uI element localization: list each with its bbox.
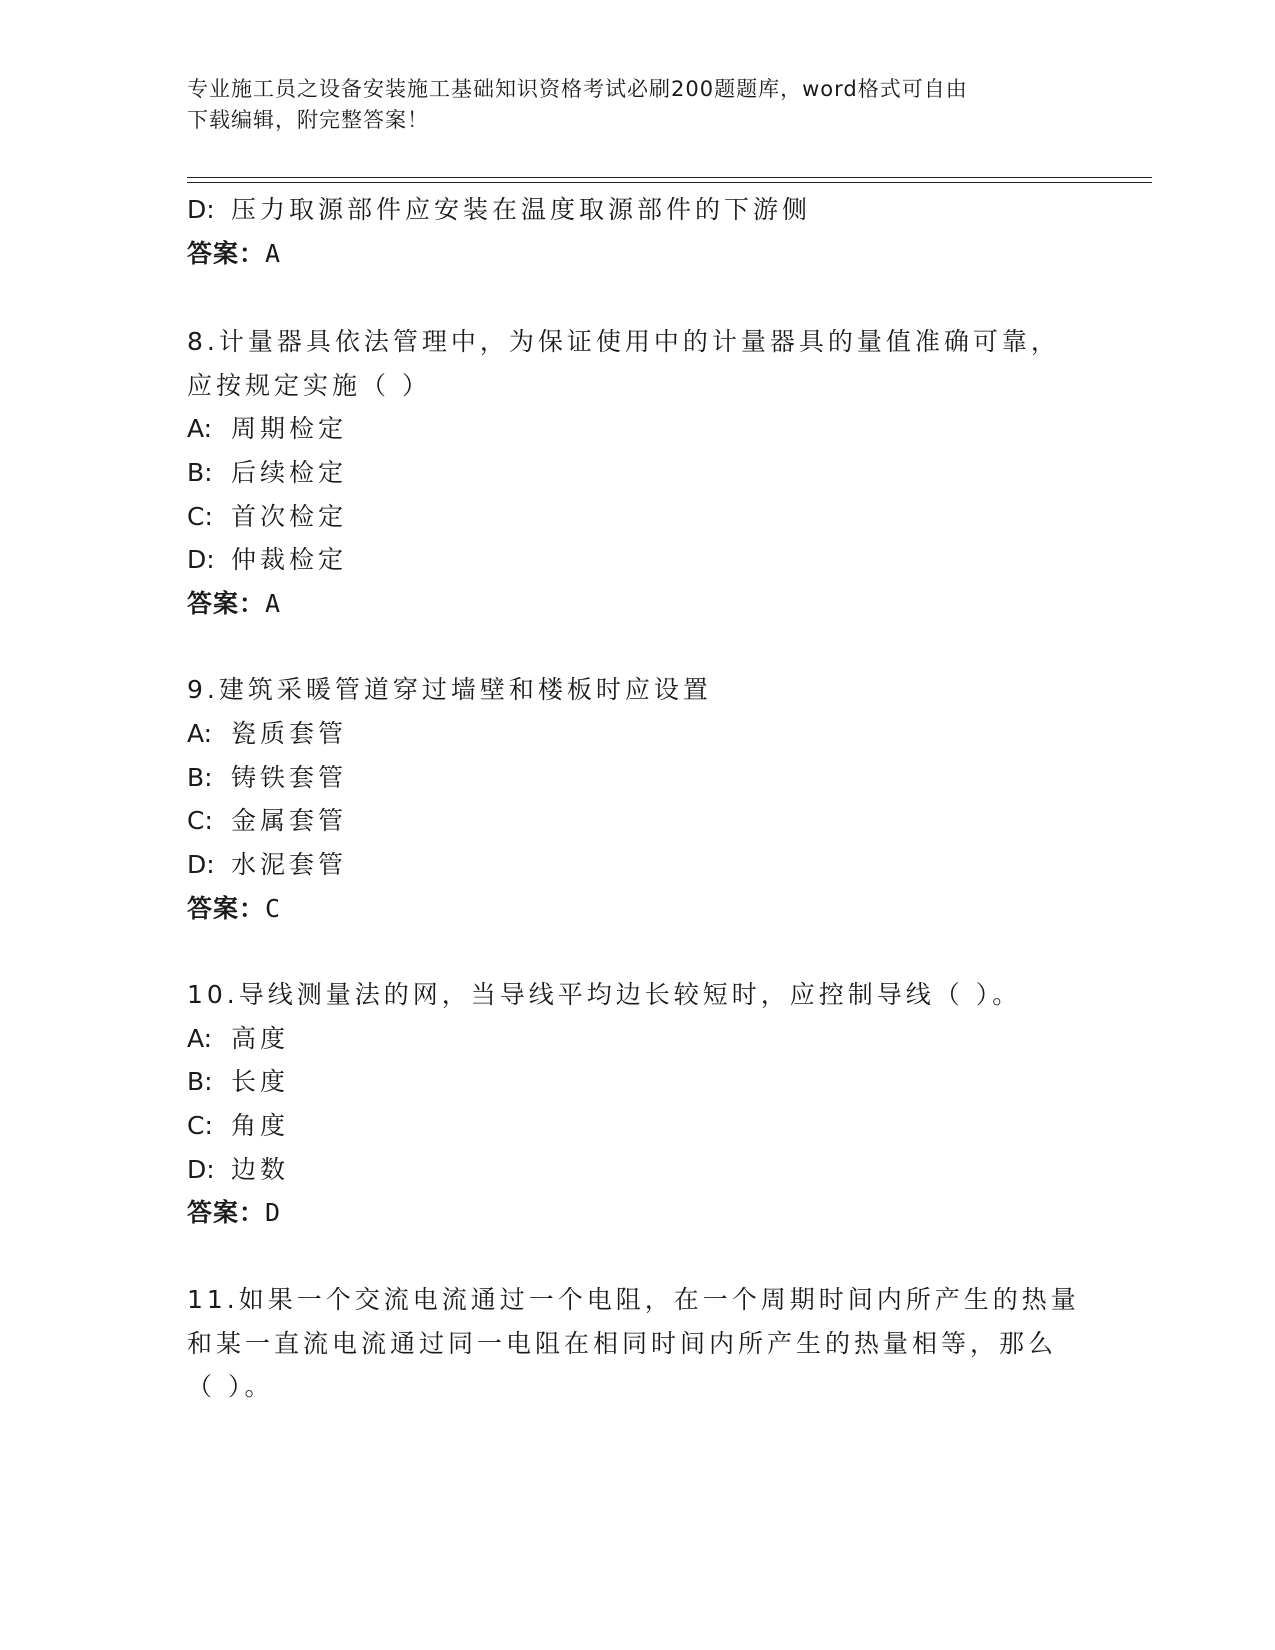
option-letter: D: <box>187 850 215 879</box>
option-letter: C: <box>187 502 213 531</box>
question-text-continued: （ ）。 <box>187 1372 274 1401</box>
option-letter: D: <box>187 1155 215 1184</box>
option-text: 首次检定 <box>231 502 348 531</box>
option-line <box>187 804 347 838</box>
answer-label: 答案： <box>187 239 266 268</box>
answer-label: 答案： <box>187 589 266 618</box>
option-text: 压力取源部件应安装在温度取源部件的下游侧 <box>231 195 812 224</box>
option-line <box>187 717 347 751</box>
option-letter: B: <box>187 458 213 487</box>
option-letter: B: <box>187 763 213 792</box>
option-letter: D: <box>187 545 215 574</box>
question-text-continued: 应按规定实施（ ） <box>187 371 431 400</box>
question-text: 10.导线测量法的网，当导线平均边长较短时，应控制导线（ ）。 <box>187 980 1022 1009</box>
option-line <box>187 543 347 577</box>
answer-line <box>187 892 281 926</box>
option-text: 长度 <box>231 1067 290 1096</box>
header-divider-bottom <box>187 182 1152 183</box>
option-text: 后续检定 <box>231 458 348 487</box>
header-line-1: 专业施工员之设备安装施工基础知识资格考试必刷200题题库，word格式可自由 <box>187 77 968 101</box>
question-text-continued: 和某一直流电流通过同一电阻在相同时间内所产生的热量相等，那么 <box>187 1329 1058 1358</box>
option-line <box>187 456 347 490</box>
document-header <box>187 74 1067 136</box>
option-line <box>187 193 811 227</box>
answer-value: C <box>265 894 282 923</box>
option-letter: D: <box>187 195 215 224</box>
option-letter: C: <box>187 806 213 835</box>
question-text: 8.计量器具依法管理中，为保证使用中的计量器具的量值准确可靠， <box>187 327 1060 356</box>
option-letter: C: <box>187 1111 213 1140</box>
header-line-2: 下载编辑，附完整答案！ <box>187 108 429 132</box>
answer-label: 答案： <box>187 894 266 923</box>
option-text: 金属套管 <box>231 806 348 835</box>
option-letter: A: <box>187 1024 213 1053</box>
option-letter: A: <box>187 719 213 748</box>
answer-line <box>187 237 281 271</box>
option-text: 仲裁检定 <box>231 545 348 574</box>
answer-label: 答案： <box>187 1198 266 1227</box>
option-line <box>187 1065 289 1099</box>
option-line <box>187 1022 289 1056</box>
option-line <box>187 1109 289 1143</box>
option-letter: A: <box>187 414 213 443</box>
option-line <box>187 1153 289 1187</box>
answer-value: A <box>265 239 282 268</box>
option-text: 边数 <box>231 1155 290 1184</box>
option-line <box>187 848 347 882</box>
answer-line <box>187 587 281 621</box>
option-text: 瓷质套管 <box>231 719 348 748</box>
answer-line <box>187 1196 281 1230</box>
answer-value: D <box>265 1198 282 1227</box>
option-line <box>187 500 347 534</box>
question-text: 9.建筑采暖管道穿过墙壁和楼板时应设置 <box>187 675 712 704</box>
option-text: 铸铁套管 <box>231 763 348 792</box>
answer-value: A <box>265 589 282 618</box>
header-divider-top <box>187 177 1152 178</box>
option-text: 高度 <box>231 1024 290 1053</box>
question-text: 11.如果一个交流电流通过一个电阻，在一个周期时间内所产生的热量 <box>187 1285 1080 1314</box>
option-text: 角度 <box>231 1111 290 1140</box>
option-text: 水泥套管 <box>231 850 348 879</box>
option-letter: B: <box>187 1067 213 1096</box>
option-line <box>187 761 347 795</box>
option-line <box>187 412 347 446</box>
option-text: 周期检定 <box>231 414 348 443</box>
